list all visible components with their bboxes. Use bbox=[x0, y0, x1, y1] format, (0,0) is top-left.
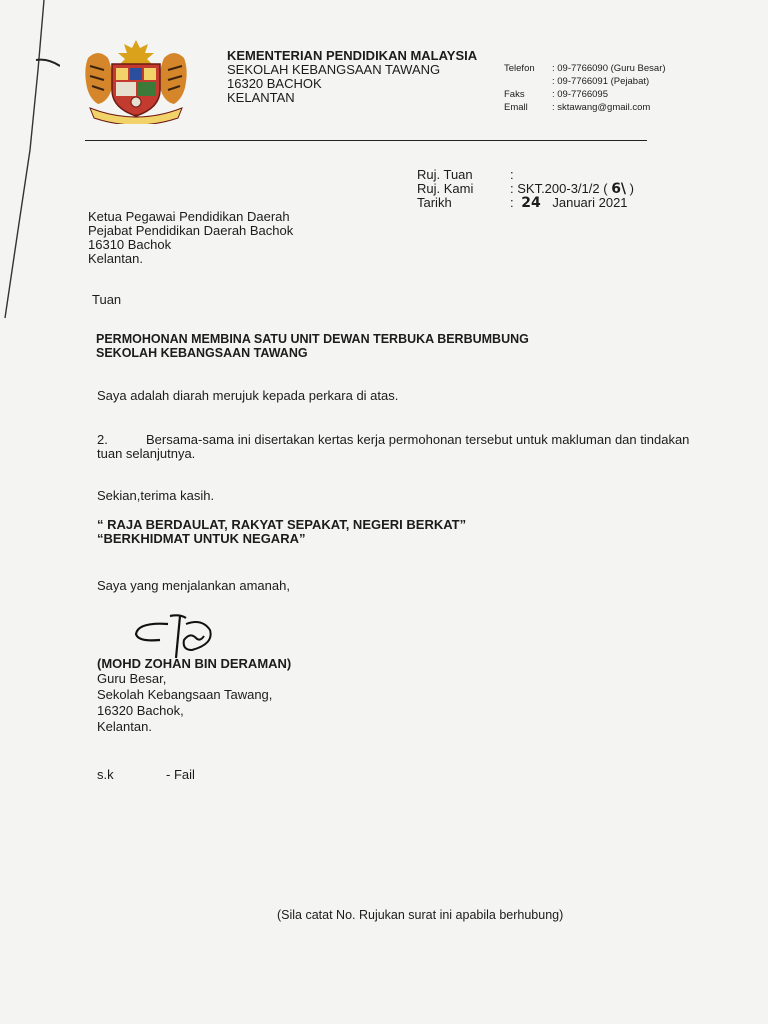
scan-edge-line bbox=[0, 0, 60, 320]
ruj-kami-text: : SKT.200-3/1/2 ( bbox=[510, 181, 608, 196]
paragraph-1: Saya adalah diarah merujuk kepada perkara di atas. bbox=[97, 388, 399, 403]
salutation: Tuan bbox=[92, 292, 122, 307]
footer-note: (Sila catat No. Rujukan surat ini apabila berhubung) bbox=[277, 908, 564, 922]
contact-label: Emall bbox=[504, 102, 528, 113]
signatory-line: 16320 Bachok, bbox=[97, 703, 184, 718]
paragraph-2-line: Bersama-sama ini disertakan kertas kerja permohonan tersebut untuk makluman dan tindakan bbox=[146, 432, 690, 447]
ruj-kami-label: Ruj. Kami bbox=[417, 181, 474, 196]
signatory-name: (MOHD ZOHAN BIN DERAMAN) bbox=[97, 656, 292, 671]
signatory-line: Sekolah Kebangsaan Tawang, bbox=[97, 687, 273, 702]
amanah-line: Saya yang menjalankan amanah, bbox=[97, 578, 290, 593]
paragraph-2-number: 2. bbox=[97, 432, 108, 447]
signatory-line: Guru Besar, bbox=[97, 671, 167, 686]
tarikh-month-year: Januari 2021 bbox=[552, 195, 628, 210]
tarikh-colon: : bbox=[510, 195, 514, 210]
svg-text:⁂: ⁂ bbox=[133, 114, 139, 120]
closing: Sekian,terima kasih. bbox=[97, 488, 215, 503]
paragraph-2-line: tuan selanjutnya. bbox=[97, 446, 196, 461]
contact-row-email bbox=[504, 102, 666, 115]
contact-value: : 09-7766095 bbox=[552, 89, 608, 100]
recipient-line: Ketua Pegawai Pendidikan Daerah bbox=[88, 209, 290, 224]
contact-row-faks bbox=[504, 89, 666, 102]
letterhead-divider bbox=[85, 140, 647, 141]
ruj-tuan-value: : bbox=[510, 167, 514, 182]
coat-of-arms-emblem bbox=[80, 38, 192, 124]
subject-line: SEKOLAH KEBANGSAAN TAWANG bbox=[96, 346, 308, 360]
ruj-kami-close: ) bbox=[629, 181, 635, 196]
contact-label: Faks bbox=[504, 89, 525, 100]
ministry-title: KEMENTERIAN PENDIDIKAN MALAYSIA bbox=[227, 48, 478, 63]
ruj-tuan-label: Ruj. Tuan bbox=[417, 167, 473, 182]
contact-value: : 09-7766091 (Pejabat) bbox=[552, 76, 650, 87]
subject-line: PERMOHONAN MEMBINA SATU UNIT DEWAN TERBUKA BERBUMBUNG bbox=[96, 332, 529, 346]
sk-label: s.k bbox=[97, 767, 114, 782]
slogan-line: “ RAJA BERDAULAT, RAKYAT SEPAKAT, NEGERI BERKAT” bbox=[97, 517, 467, 532]
contact-row-pejabat bbox=[504, 76, 666, 89]
recipient-line: 16310 Bachok bbox=[88, 237, 172, 252]
contact-row-telefon bbox=[504, 63, 666, 76]
ruj-kami-handwritten: 6\ bbox=[611, 181, 627, 197]
school-name: SEKOLAH KEBANGSAAN TAWANG bbox=[227, 62, 441, 77]
sk-value: - Fail bbox=[166, 767, 195, 782]
contact-value: : sktawang@gmail.com bbox=[552, 102, 651, 113]
tarikh-handwritten-day: 24 bbox=[521, 195, 541, 211]
contact-label: Telefon bbox=[504, 63, 535, 74]
tarikh-value bbox=[510, 195, 628, 211]
signatory-line: Kelantan. bbox=[97, 719, 152, 734]
contact-value: : 09-7766090 (Guru Besar) bbox=[552, 63, 666, 74]
slogan-line: “BERKHIDMAT UNTUK NEGARA” bbox=[97, 531, 306, 546]
tarikh-label: Tarikh bbox=[417, 195, 452, 210]
school-state: KELANTAN bbox=[227, 90, 295, 105]
recipient-line: Pejabat Pendidikan Daerah Bachok bbox=[88, 223, 294, 238]
school-postcode-town: 16320 BACHOK bbox=[227, 76, 322, 91]
contact-label bbox=[504, 76, 552, 89]
recipient-line: Kelantan. bbox=[88, 251, 143, 266]
contact-block bbox=[504, 63, 666, 115]
